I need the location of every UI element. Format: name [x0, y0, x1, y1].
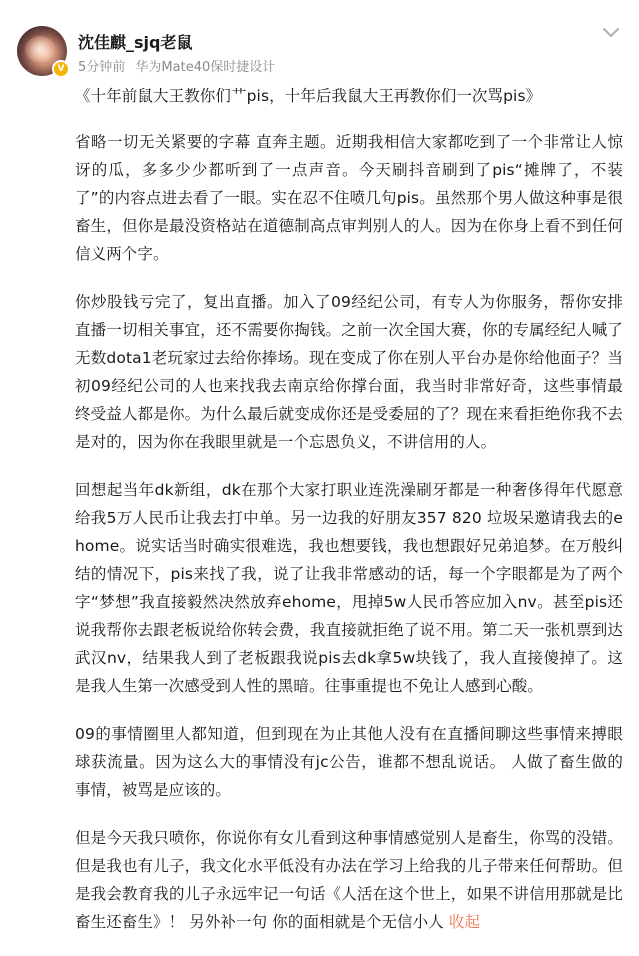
verified-badge-icon: V — [52, 60, 70, 78]
post-meta — [78, 56, 281, 75]
post-title: 《十年前鼠大王教你们艹pis，十年后我鼠大王再教你们一次骂pis》 — [75, 87, 542, 105]
username[interactable]: 沈佳麒_sjq老鼠 — [78, 33, 193, 52]
post-paragraph: 09的事情圈里人都知道，但到现在为止其他人没有在直播间聊这些事情来搏眼球获流量。因为这么大的事情没有jc公告，谁都不想乱说话。 人做了畜生做的事情，被骂是应该的。 — [75, 725, 623, 799]
post-time: 5分钟前 — [78, 60, 126, 75]
collapse-link[interactable]: 收起 — [448, 913, 481, 931]
chevron-down-icon[interactable] — [600, 26, 622, 40]
post-paragraph: 省略一切无关紧要的字幕 直奔主题。近期我相信大家都吃到了一个非常让人惊讶的瓜，多多少少都听到了一点声音。今天刷抖音刷到了pis“摊牌了，不装了”的内容点进去看了一眼。实在忍不住喷几句pis。虽然那个男人做这种事是很畜生，但你是最没资格站在道德制高点审判别人的人。因为在你身上看不到任何信义两个字。 — [75, 133, 623, 263]
post-body — [75, 82, 623, 956]
post-paragraph: 回想起当年dk新组，dk在那个大家打职业连洗澡刷牙都是一种奢侈得年代愿意给我5万人民币让我去打中单。另一边我的好朋友357 820 垃圾呆邀请我去的ehome。说实话当时确实很难选，我也想要钱，我也想跟好兄弟追梦。在万般纠结的情况下，pis来找了我，说了让我非常感动的话，每一个字眼都是为了两个字“梦想”我直接毅然决然放弃ehome，甩掉5w人民币答应加入nv。甚至pis还说我帮你去跟老板说给你转会费，我直接就拒绝了说不用。第二天一张机票到达武汉nv，结果我人到了老板跟我说pis去dk拿5w块钱了，我人直接傻掉了。这是我人生第一次感受到人性的黑暗。往事重提也不免让人感到心酸。 — [75, 481, 623, 695]
post-paragraph: 你炒股钱亏完了，复出直播。加入了09经纪公司，有专人为你服务，帮你安排直播一切相关事宜，还不需要你掏钱。之前一次全国大赛，你的专属经纪人喊了无数dota1老玩家过去给你捧场。现在变成了你在别人平台办是你给他面子？当初09经纪公司的人也来找我去南京给你撑台面，我当时非常好奇，这些事情最终受益人都是你。为什么最后就变成你还是受委屈的了？现在来看拒绝你我不去是对的，因为你在我眼里就是一个忘恩负义，不讲信用的人。 — [75, 293, 623, 451]
post-header — [0, 0, 639, 80]
post-paragraph-text: 但是今天我只喷你，你说你有女儿看到这种事情感觉别人是畜生，你骂的没错。但是我也有儿子，我文化水平低没有办法在学习上给我的儿子带来任何帮助。但是我会教育我的儿子永远牢记一句话《人活在这个世上，如果不讲信用那就是比畜生还畜生》！ 另外补一句 你的面相就是个无信小人 — [75, 829, 623, 931]
post-paragraph-last — [75, 824, 623, 936]
post-source: 华为Mate40保时捷设计 — [135, 60, 276, 75]
